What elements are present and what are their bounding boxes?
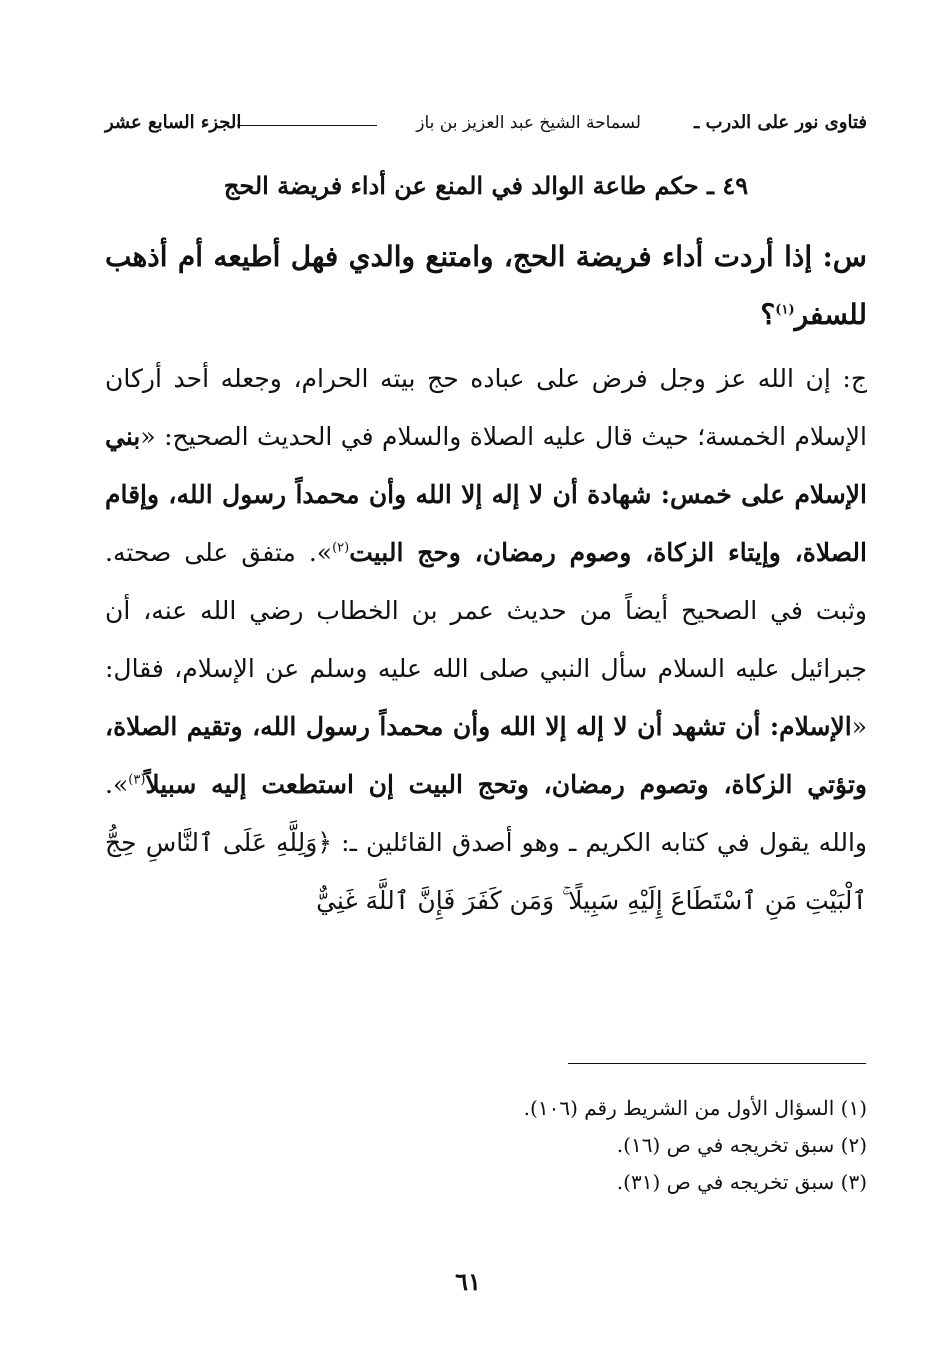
footnote-ref-3: (٣) — [128, 772, 146, 788]
footnote-separator — [568, 1063, 866, 1064]
footnote-ref-2: (٢) — [332, 540, 350, 556]
answer-paragraph — [105, 350, 867, 930]
footnote-1: (١) السؤال الأول من الشريط رقم (١٠٦). — [523, 1096, 867, 1120]
author-line: لسماحة الشيخ عبد العزيز بن باز — [416, 113, 641, 133]
hadith-quote-2: الإسلام: أن تشهد أن لا إله إلا الله وأن محمداً رسول الله، وتقيم الصلاة، وتؤتي الزكاة، وتصوم رمضان، وتحج البيت إن استطعت إليه سبيلاً — [105, 712, 867, 799]
question-mark: ؟ — [760, 298, 776, 331]
footnote-2: (٢) سبق تخريجه في ص (١٦). — [616, 1133, 867, 1157]
hadith-quote-1: بني الإسلام على خمس: شهادة أن لا إله إلا الله وأن محمداً رسول الله، وإقام الصلاة، وإيتاء الزكاة، وصوم رمضان، وحج البيت — [105, 422, 867, 567]
book-title: فتاوى نور على الدرب ـ — [694, 112, 867, 133]
page-number: ٦١ — [455, 1267, 481, 1296]
footnote-ref-1: (١) — [775, 302, 795, 318]
running-header — [105, 108, 867, 138]
answer-text-1: ج: إن الله عز وجل فرض على عباده حج بيته الحرام، وجعله أحد أركان الإسلام الخمسة؛ حيث قال عليه الصلاة والسلام في الحديث الصحيح: « — [105, 364, 867, 451]
answer-text-3: ». والله يقول في كتابه الكريم ـ وهو أصدق القائلين ـ: ﴿وَلِلَّهِ عَلَى ٱلنَّاسِ حِجُّ ٱلْبَيْتِ مَنِ ٱسْتَطَاعَ إِلَيْهِ سَبِيلًا ۚ وَمَن كَفَرَ فَإِنَّ ٱللَّهَ غَنِيٌّ — [105, 770, 867, 915]
footnotes — [105, 1090, 867, 1201]
volume-label: الجزء السابع عشر — [105, 112, 242, 133]
fatwa-heading: ٤٩ ـ حكم طاعة الوالد في المنع عن أداء فريضة الحج — [223, 171, 749, 200]
footnote-3: (٣) سبق تخريجه في ص (٣١). — [616, 1170, 867, 1194]
answer-text-2: ». متفق على صحته. وثبت في الصحيح أيضاً من حديث عمر بن الخطاب رضي الله عنه، أن جبرائيل عليه السلام سأل النبي صلى الله عليه وسلم عن الإسلام، فقال: « — [105, 538, 867, 741]
question-paragraph — [105, 228, 867, 344]
header-rule — [237, 125, 377, 126]
question-text: س: إذا أردت أداء فريضة الحج، وامتنع والدي فهل أطيعه أم أذهب للسفر — [105, 240, 867, 331]
